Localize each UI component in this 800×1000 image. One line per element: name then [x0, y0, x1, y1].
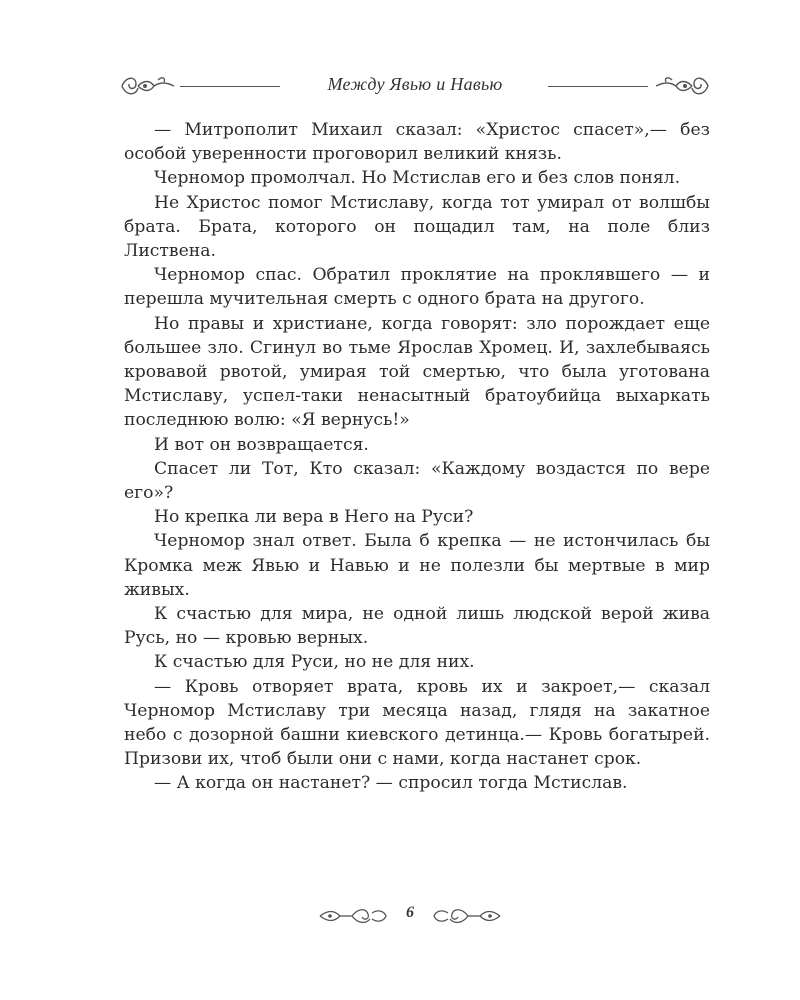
paragraph: Спасет ли Тот, Кто сказал: «Каждому воздастся по вере его»?	[124, 458, 710, 504]
paragraph: Черномор промолчал. Но Мстислав его и без слов понял.	[154, 168, 681, 189]
paragraph: — А когда он настанет? — спросил тогда Мстислав.	[154, 773, 628, 794]
running-title: Между Явью и Навью	[327, 74, 503, 94]
paragraph: К счастью для мира, не одной лишь людской верой жива Русь, но — кровью верных.	[124, 604, 710, 649]
right-ornament-icon	[652, 70, 712, 100]
page-footer	[310, 903, 510, 929]
paragraph: Черномор спас. Обратил проклятие на проклявшего — и перешла мучительная смерть с одного брата на другого.	[124, 265, 710, 310]
paragraph: — Митрополит Михаил сказал: «Христос спасет»,— без особой уверенности проговорил великий князь.	[124, 120, 710, 165]
body-text	[124, 118, 710, 796]
paragraph: Но крепка ли вера в Него на Руси?	[154, 507, 474, 528]
header-rule-right	[548, 86, 648, 87]
running-header	[118, 70, 712, 100]
paragraph: Но правы и христиане, когда говорят: зло порождает еще большее зло. Сгинул во тьме Ярослав Хромец. И, захлебываясь кровавой рвотой, умирая той смертью, что была уготована Мстиславу, успел-таки ненасытный братоубийца выхаркать последнюю волю: «Я вернусь!»	[124, 313, 710, 431]
page-number: 6	[406, 904, 414, 921]
paragraph: К счастью для Руси, но не для них.	[154, 652, 475, 673]
paragraph: И вот он возвращается.	[154, 434, 369, 455]
paragraph: — Кровь отворяет врата, кровь их и закроет,— сказал Черномор Мстиславу три месяца назад, глядя на закатное небо с дозорной башни киевского детинца.— Кровь богатырей. Призови их, чтоб были они с нами, когда настанет срок.	[124, 676, 710, 770]
footer-right-ornament-icon	[430, 905, 502, 927]
paragraph: Не Христос помог Мстиславу, когда тот умирал от волшбы брата. Брата, которого он пощадил там, на поле близ Листвена.	[124, 192, 710, 262]
paragraph: Черномор знал ответ. Была б крепка — не истончилась бы Кромка меж Явью и Навью и не полезли бы мертвые в мир живых.	[124, 531, 710, 600]
